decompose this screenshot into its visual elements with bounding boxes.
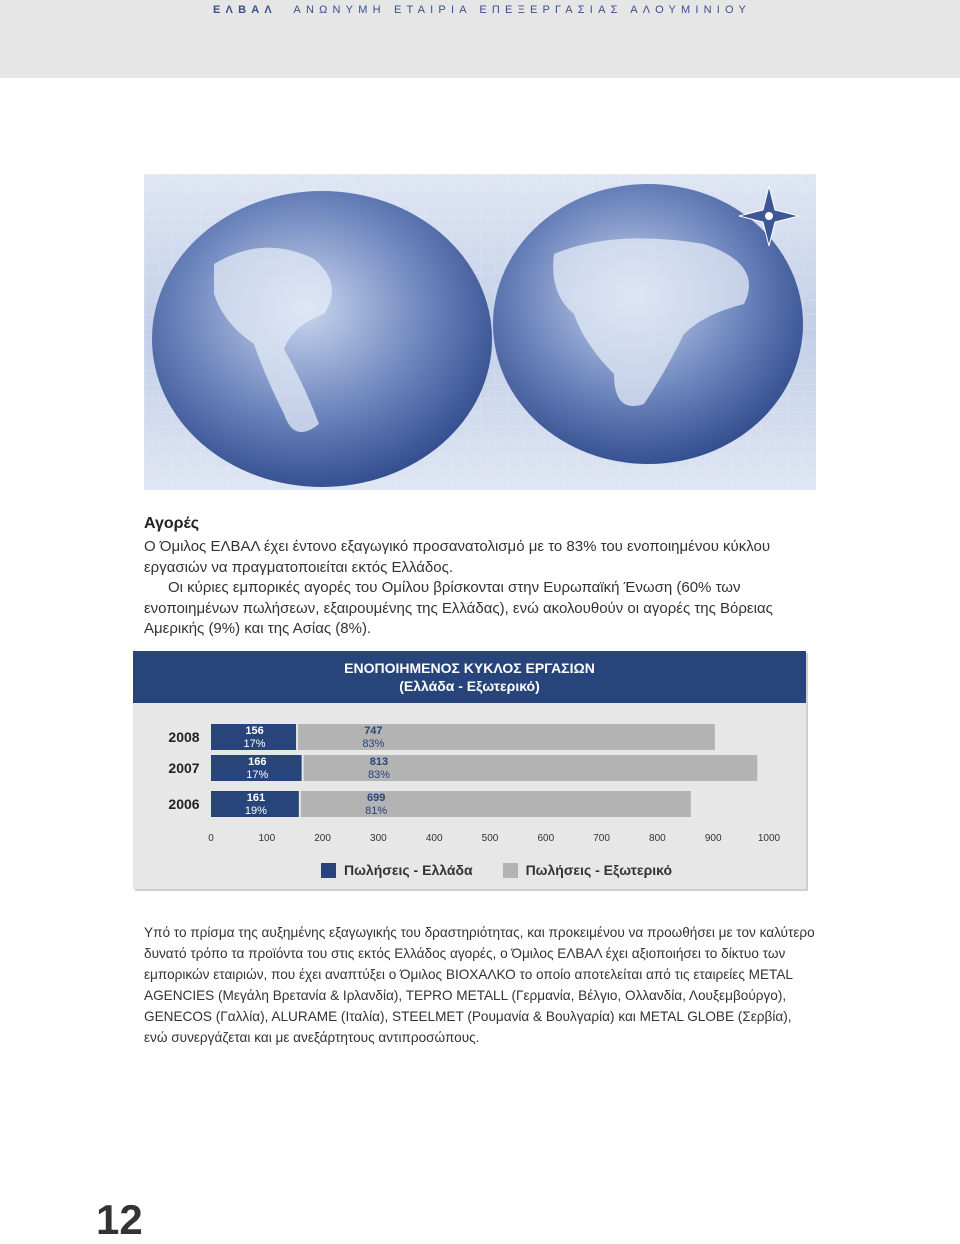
x-tick-label: 300 xyxy=(370,833,387,844)
page-number: 12 xyxy=(96,1196,143,1243)
legend-swatch-abroad xyxy=(503,863,518,878)
legend-swatch-greece xyxy=(321,863,336,878)
bar-value-label: 747 xyxy=(364,725,383,737)
running-header xyxy=(213,4,751,16)
bar-abroad xyxy=(298,724,715,750)
left-globe xyxy=(152,191,492,487)
x-tick-label: 500 xyxy=(481,833,499,844)
x-tick-label: 700 xyxy=(593,833,610,844)
category-label: 2008 xyxy=(168,729,200,745)
section-heading: Αγορές xyxy=(144,515,200,532)
chart-legend xyxy=(321,862,672,878)
bar-value-label: 699 xyxy=(366,792,386,804)
header-band xyxy=(0,0,960,78)
category-label: 2007 xyxy=(168,760,200,776)
bar-value-label: 161 xyxy=(246,792,266,804)
globe-illustration xyxy=(144,174,816,490)
intro-paragraph-2: Οι κύριες εμπορικές αγορές του Ομίλου βρίσκονται στην Ευρωπαϊκή Ένωση (60% των ενοποιημένων πωλήσεων, εξαιρουμένης της Ελλάδας), ενώ ακολουθούν οι αγορές της Βόρειας Αμερικής (9%) και της Ασίας (8%). xyxy=(144,579,773,637)
bar-value-label: 813 xyxy=(369,756,389,768)
body-paragraph: Υπό το πρίσμα της αυξημένης εξαγωγικής του δραστηριότητας, και προκειμένου να προωθήσει με τον καλύτερο δυνατό τρόπο τα προϊόντα του στις εκτός Ελλάδος αγορές, ο Όμιλος ΕΛΒΑΛ έχει αξιοποιήσει το δίκτυο των εμπορικών εταιριών, που έχει αναπτύξει ο Όμιλος ΒΙΟΧΑΛΚΟ το οποίο αποτελείται από τις εταιρείες METAL AGENCIES (Μεγάλη Βρετανία & Ιρλανδία), TEPRO METALL (Γερμανία, Βέλγιο, Ολλανδία, Λουξεμβούργο), GENECOS (Γαλλία), ALURAME (Ιταλία), STEELMET (Ρουμανία & Βουλγαρία) και METAL GLOBE (Σερβία), ενώ συνεργάζεται και με ανεξάρτητους αντιπροσώπους. xyxy=(144,925,815,1045)
bar-percent-label: 17% xyxy=(246,769,269,781)
category-label: 2006 xyxy=(168,796,200,812)
company-subtitle: ΑΝΩΝΥΜΗ ΕΤΑΙΡΙΑ ΕΠΕΞΕΡΓΑΣΙΑΣ ΑΛΟΥΜΙΝΙΟΥ xyxy=(293,4,751,16)
x-tick-label: 900 xyxy=(704,833,722,844)
company-name: ΕΛΒΑΛ xyxy=(213,4,277,16)
chart-plot xyxy=(133,651,806,889)
bar-abroad xyxy=(301,791,691,817)
bar-percent-label: 83% xyxy=(367,769,390,781)
bar-percent-label: 83% xyxy=(362,738,385,750)
x-tick-label: 800 xyxy=(649,833,666,844)
world-map-image xyxy=(144,174,816,490)
intro-paragraph-1: Ο Όμιλος ΕΛΒΑΛ έχει έντονο εξαγωγικό προσανατολισμό με το 83% του ενοποιημένου κύκλου εργασιών να πραγματοποιείται εκτός Ελλάδος. xyxy=(144,538,771,576)
legend-label-greece: Πωλήσεις - Ελλάδα xyxy=(344,862,473,878)
x-tick-label: 100 xyxy=(258,833,276,844)
x-tick-label: 1000 xyxy=(757,833,781,844)
bar-value-label: 166 xyxy=(248,756,267,768)
bar-percent-label: 17% xyxy=(243,738,266,750)
bar-value-label: 156 xyxy=(245,725,264,737)
x-tick-label: 0 xyxy=(208,833,214,844)
revenue-chart xyxy=(133,651,806,889)
x-tick-label: 400 xyxy=(425,833,443,844)
intro-text xyxy=(144,537,820,640)
chart-title: ΕΝΟΠΟΙΗΜΕΝΟΣ ΚΥΚΛΟΣ ΕΡΓΑΣΙΩΝ xyxy=(344,660,595,676)
bar-percent-label: 19% xyxy=(244,805,267,817)
x-tick-label: 200 xyxy=(314,833,331,844)
legend-label-abroad: Πωλήσεις - Εξωτερικό xyxy=(525,862,673,878)
chart-subtitle: (Ελλάδα - Εξωτερικό) xyxy=(399,678,540,694)
bar-percent-label: 81% xyxy=(365,805,388,817)
x-tick-label: 600 xyxy=(537,833,555,844)
